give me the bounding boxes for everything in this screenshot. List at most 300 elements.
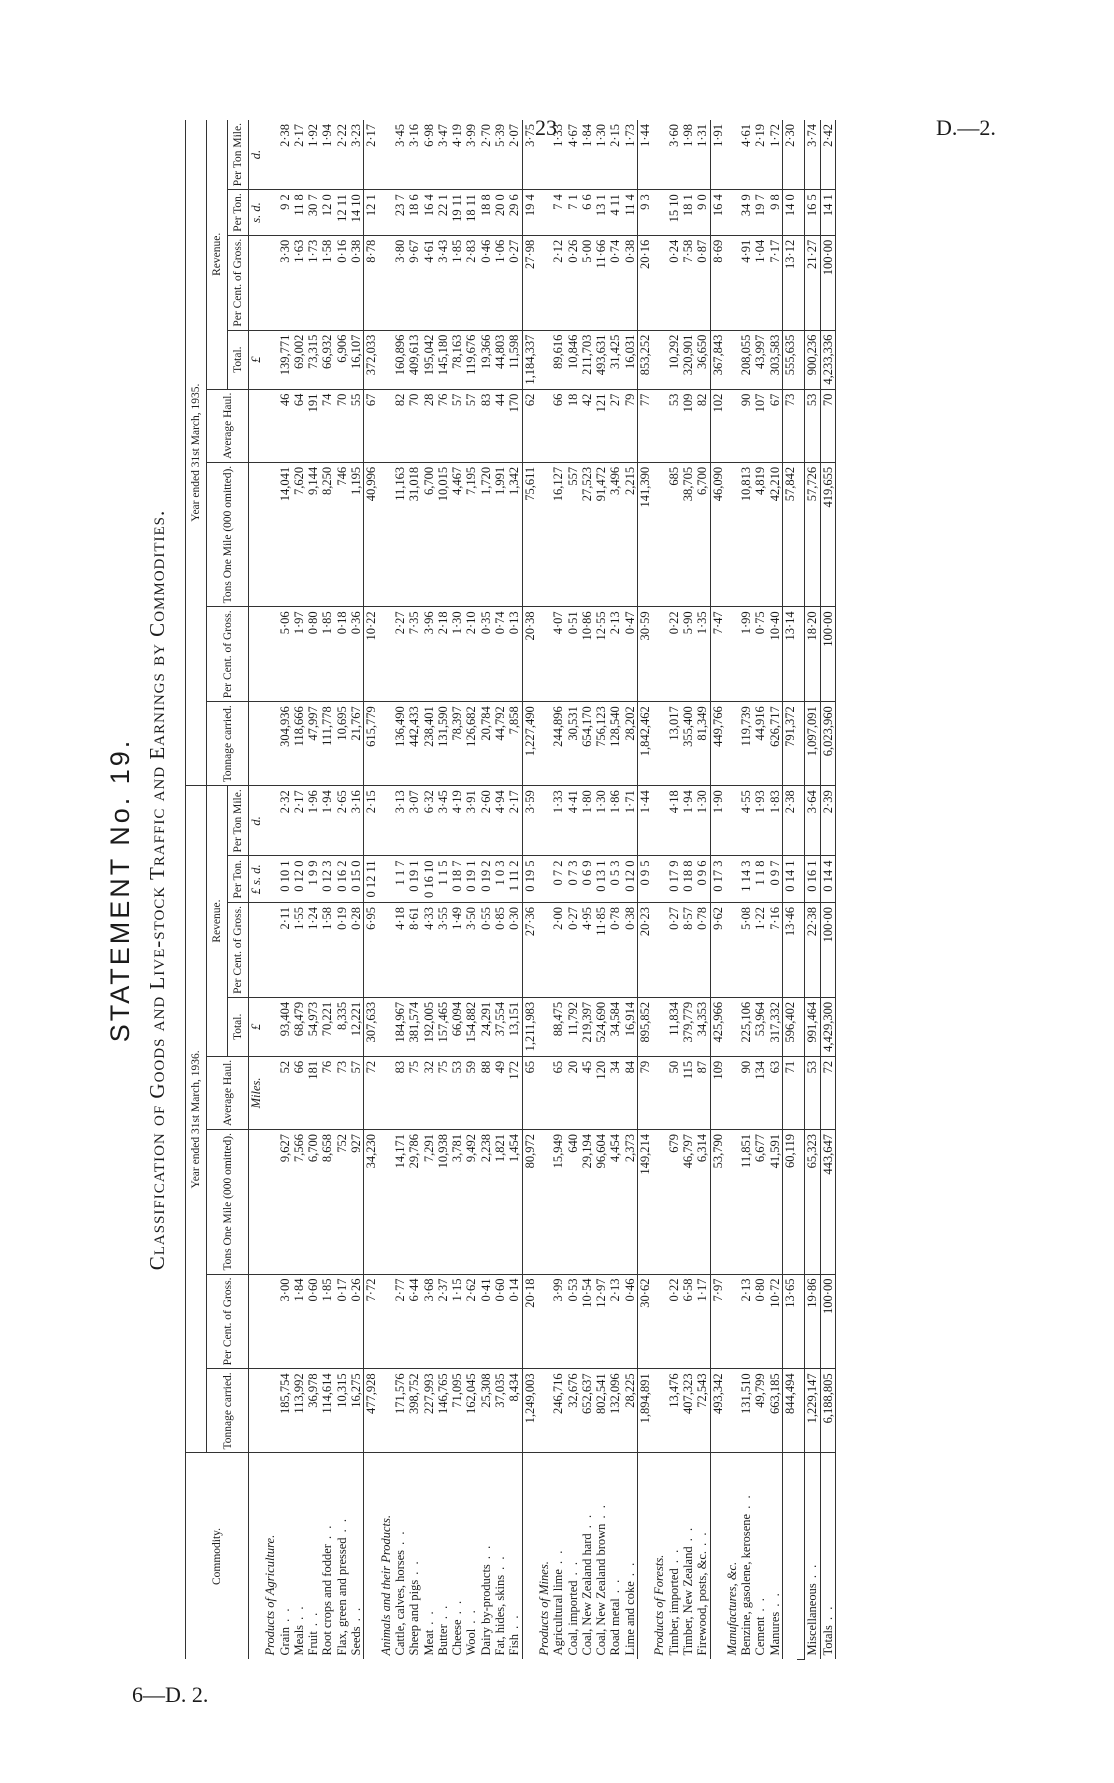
empty-cell bbox=[537, 1130, 551, 1275]
value-cell: 4·19 bbox=[450, 120, 464, 190]
commodity-name bbox=[551, 1453, 565, 1660]
value-cell: 3·75 bbox=[522, 120, 537, 190]
value-cell: 0·51 bbox=[566, 607, 580, 702]
value-cell: 0·13 bbox=[507, 607, 522, 702]
value-cell: 29 6 bbox=[507, 190, 522, 236]
value-cell: 10·54 bbox=[580, 1274, 594, 1369]
commodity-name bbox=[407, 1453, 421, 1660]
value-cell: 2·38 bbox=[278, 120, 292, 190]
leader-dots: . . bbox=[478, 1543, 493, 1565]
units-cell: £ s. d. bbox=[249, 856, 264, 903]
value-cell: 0 9 5 bbox=[638, 856, 653, 903]
value-cell: 131,590 bbox=[436, 702, 450, 786]
commodity-name bbox=[768, 1453, 783, 1660]
value-cell: 0·78 bbox=[695, 903, 710, 998]
value-cell: 0·74 bbox=[493, 607, 507, 702]
header-avg-haul: Average Haul. bbox=[207, 1056, 249, 1129]
commodity-label: Grain bbox=[277, 1627, 292, 1656]
value-cell: 0 18 7 bbox=[450, 856, 464, 903]
value-cell: 79 bbox=[638, 1056, 653, 1129]
table-row bbox=[349, 120, 364, 1660]
value-cell: 87 bbox=[695, 1056, 710, 1129]
value-cell: 0 5 3 bbox=[608, 856, 622, 903]
value-cell: 1·94 bbox=[320, 120, 334, 190]
value-cell: 927 bbox=[349, 1130, 364, 1275]
value-cell: 34,584 bbox=[608, 997, 622, 1056]
value-cell: 2·62 bbox=[464, 1274, 478, 1369]
empty-cell bbox=[263, 389, 277, 462]
value-cell: 2·60 bbox=[479, 786, 493, 856]
value-cell: 50 bbox=[667, 1056, 681, 1129]
value-cell: 30·62 bbox=[638, 1274, 653, 1369]
value-cell: 1,195 bbox=[349, 462, 364, 607]
header-revenue: Revenue. bbox=[207, 120, 228, 389]
value-cell: 109 bbox=[681, 389, 695, 462]
empty-cell bbox=[652, 462, 666, 607]
value-cell: 4·61 bbox=[739, 120, 753, 190]
commodity-name bbox=[594, 1453, 608, 1660]
value-cell: 6,906 bbox=[335, 330, 349, 389]
commodity-name bbox=[638, 1453, 653, 1660]
table-row bbox=[566, 120, 580, 1660]
value-cell: 2·32 bbox=[278, 786, 292, 856]
empty-cell bbox=[263, 1274, 277, 1369]
value-cell: 654,170 bbox=[580, 702, 594, 786]
table-row bbox=[278, 120, 292, 1660]
value-cell: 802,541 bbox=[594, 1369, 608, 1453]
table-row bbox=[479, 120, 493, 1660]
value-cell: 11 8 bbox=[292, 190, 306, 236]
value-cell: 13,476 bbox=[667, 1369, 681, 1453]
value-cell: 128,540 bbox=[608, 702, 622, 786]
table-row bbox=[393, 120, 407, 1660]
value-cell: 18 bbox=[566, 389, 580, 462]
commodity-label: Lime and coke bbox=[622, 1581, 637, 1656]
value-cell: 1·91 bbox=[710, 120, 725, 190]
value-cell: 27·98 bbox=[522, 235, 537, 330]
value-cell: 0·80 bbox=[306, 607, 320, 702]
value-cell: 5·90 bbox=[681, 607, 695, 702]
value-cell: 22·38 bbox=[805, 903, 820, 998]
leader-dots: . . bbox=[392, 1529, 407, 1550]
commodity-name bbox=[450, 1453, 464, 1660]
value-cell: 84 bbox=[623, 1056, 638, 1129]
value-cell: 88,475 bbox=[551, 997, 565, 1056]
value-cell: 7,291 bbox=[422, 1130, 436, 1275]
commodity-name bbox=[753, 1453, 767, 1660]
value-cell: 317,332 bbox=[768, 997, 783, 1056]
value-cell: 70 bbox=[407, 389, 421, 462]
value-cell: 2·12 bbox=[551, 235, 565, 330]
value-cell: 0·19 bbox=[335, 903, 349, 998]
leader-dots: . . bbox=[666, 1547, 681, 1569]
value-cell: 2·39 bbox=[820, 786, 835, 856]
value-cell: 3·99 bbox=[551, 1274, 565, 1369]
commodity-name bbox=[393, 1453, 407, 1660]
subtotal-row bbox=[638, 120, 653, 1660]
empty-cell bbox=[725, 607, 739, 702]
value-cell: 30·59 bbox=[638, 607, 653, 702]
value-cell: 19,366 bbox=[479, 330, 493, 389]
value-cell: 9,144 bbox=[306, 462, 320, 607]
header-tons-mile: Tons One Mile (000 omitted). bbox=[207, 1130, 249, 1275]
empty-cell bbox=[725, 786, 739, 856]
value-cell: 381,574 bbox=[407, 997, 421, 1056]
value-cell: 225,106 bbox=[739, 997, 753, 1056]
value-cell: 1·44 bbox=[638, 120, 653, 190]
value-cell: 1 0 3 bbox=[493, 856, 507, 903]
value-cell: 57 bbox=[349, 1056, 364, 1129]
value-cell: 53,790 bbox=[710, 1130, 725, 1275]
empty-cell bbox=[263, 1130, 277, 1275]
commodity-name bbox=[422, 1453, 436, 1660]
value-cell: 0 6 9 bbox=[580, 856, 594, 903]
value-cell: 0·80 bbox=[753, 1274, 767, 1369]
value-cell: 3·07 bbox=[407, 786, 421, 856]
value-cell: 1·93 bbox=[753, 786, 767, 856]
value-cell: 21,767 bbox=[349, 702, 364, 786]
value-cell: 46,797 bbox=[681, 1130, 695, 1275]
value-cell: 0 19 1 bbox=[407, 856, 421, 903]
value-cell: 663,185 bbox=[768, 1369, 783, 1453]
empty-cell bbox=[725, 235, 739, 330]
value-cell: 0·14 bbox=[507, 1274, 522, 1369]
value-cell: 756,123 bbox=[594, 702, 608, 786]
value-cell: 1·98 bbox=[681, 120, 695, 190]
value-cell: 2·17 bbox=[292, 786, 306, 856]
value-cell: 1 9 9 bbox=[306, 856, 320, 903]
value-cell: 10·22 bbox=[364, 607, 379, 702]
value-cell: 15 10 bbox=[667, 190, 681, 236]
value-cell: 3·80 bbox=[393, 235, 407, 330]
value-cell: 3·74 bbox=[805, 120, 820, 190]
header-rev-pct: Per Cent. of Gross. bbox=[228, 235, 249, 330]
empty-cell bbox=[725, 1274, 739, 1369]
table-row bbox=[580, 120, 594, 1660]
value-cell: 4·41 bbox=[566, 786, 580, 856]
value-cell: 1·15 bbox=[450, 1274, 464, 1369]
empty-cell bbox=[537, 702, 551, 786]
value-cell: 7·97 bbox=[710, 1274, 725, 1369]
value-cell: 3·47 bbox=[436, 120, 450, 190]
value-cell: 2·19 bbox=[753, 120, 767, 190]
value-cell: 0·78 bbox=[608, 903, 622, 998]
value-cell: 83 bbox=[479, 389, 493, 462]
value-cell: 10,315 bbox=[335, 1369, 349, 1453]
empty-cell bbox=[537, 330, 551, 389]
value-cell: 0 19 2 bbox=[479, 856, 493, 903]
value-cell: 71 bbox=[782, 1056, 797, 1129]
value-cell: 16,107 bbox=[349, 330, 364, 389]
value-cell: 18 11 bbox=[464, 190, 478, 236]
value-cell: 4,819 bbox=[753, 462, 767, 607]
table-row bbox=[306, 120, 320, 1660]
value-cell: 0 17 3 bbox=[710, 856, 725, 903]
empty-cell bbox=[537, 1369, 551, 1453]
commodity-name bbox=[292, 1453, 306, 1660]
value-cell: 3·50 bbox=[464, 903, 478, 998]
value-cell: 1,211,983 bbox=[522, 997, 537, 1056]
value-cell: 1,184,337 bbox=[522, 330, 537, 389]
value-cell: 1·33 bbox=[551, 120, 565, 190]
value-cell: 46 bbox=[278, 389, 292, 462]
value-cell: 2·13 bbox=[608, 607, 622, 702]
value-cell: 181 bbox=[306, 1056, 320, 1129]
value-cell: 4·94 bbox=[493, 786, 507, 856]
value-cell: 0·38 bbox=[623, 903, 638, 998]
value-cell: 75,611 bbox=[522, 462, 537, 607]
value-cell: 53,964 bbox=[753, 997, 767, 1056]
value-cell: 43,997 bbox=[753, 330, 767, 389]
leader-dots: . . bbox=[753, 1596, 768, 1617]
leader-dots: . . bbox=[407, 1559, 422, 1580]
value-cell: 1·73 bbox=[306, 235, 320, 330]
table-row bbox=[292, 120, 306, 1660]
value-cell: 141,390 bbox=[638, 462, 653, 607]
units-cell bbox=[249, 389, 264, 462]
value-cell: 13,151 bbox=[507, 997, 522, 1056]
value-cell: 20·23 bbox=[638, 903, 653, 998]
value-cell: 2·18 bbox=[436, 607, 450, 702]
value-cell: 0·28 bbox=[349, 903, 364, 998]
empty-cell bbox=[379, 462, 393, 607]
value-cell: 72,543 bbox=[695, 1369, 710, 1453]
value-cell: 2,238 bbox=[479, 1130, 493, 1275]
value-cell: 29,786 bbox=[407, 1130, 421, 1275]
empty-cell bbox=[797, 997, 805, 1056]
value-cell: 8·61 bbox=[407, 903, 421, 998]
header-tons-mile: Tons One Mile (000 omitted). bbox=[207, 462, 249, 607]
commodity-name bbox=[349, 1453, 364, 1660]
empty-cell bbox=[379, 607, 393, 702]
value-cell: 67 bbox=[768, 389, 783, 462]
value-cell: 16,914 bbox=[623, 997, 638, 1056]
units-cell: £ bbox=[249, 330, 264, 389]
value-cell: 49 bbox=[493, 1056, 507, 1129]
value-cell: 0·46 bbox=[479, 235, 493, 330]
value-cell: 146,765 bbox=[436, 1369, 450, 1453]
value-cell: 10·86 bbox=[580, 607, 594, 702]
value-cell: 0·26 bbox=[349, 1274, 364, 1369]
commodity-label: Root crops and fodder bbox=[320, 1544, 335, 1656]
value-cell: 844,494 bbox=[782, 1369, 797, 1453]
value-cell: 9 2 bbox=[278, 190, 292, 236]
value-cell: 100·00 bbox=[820, 903, 835, 998]
value-cell: 32 bbox=[422, 1056, 436, 1129]
empty-cell bbox=[379, 1056, 393, 1129]
leader-dots: . . bbox=[622, 1560, 637, 1582]
header-per-ton-mile: Per Ton Mile. bbox=[228, 786, 249, 856]
value-cell: 1·30 bbox=[695, 786, 710, 856]
empty-cell bbox=[797, 903, 805, 998]
value-cell: 211,703 bbox=[580, 330, 594, 389]
value-cell: 477,928 bbox=[364, 1369, 379, 1453]
value-cell: 1·92 bbox=[306, 120, 320, 190]
header-rev-pct: Per Cent. of Gross. bbox=[228, 903, 249, 998]
value-cell: 69,002 bbox=[292, 330, 306, 389]
value-cell: 14,041 bbox=[278, 462, 292, 607]
value-cell: 2·38 bbox=[782, 786, 797, 856]
empty-cell bbox=[263, 786, 277, 856]
value-cell: 1,720 bbox=[479, 462, 493, 607]
value-cell: 9 3 bbox=[638, 190, 653, 236]
value-cell: 10,695 bbox=[335, 702, 349, 786]
value-cell: 36,650 bbox=[695, 330, 710, 389]
value-cell: 0 13 1 bbox=[594, 856, 608, 903]
commodity-name bbox=[507, 1453, 522, 1660]
value-cell: 90 bbox=[739, 1056, 753, 1129]
value-cell: 1·94 bbox=[320, 786, 334, 856]
value-cell: 1·63 bbox=[292, 235, 306, 330]
value-cell: 493,631 bbox=[594, 330, 608, 389]
value-cell: 11·66 bbox=[594, 235, 608, 330]
value-cell: 7 4 bbox=[551, 190, 565, 236]
empty-cell bbox=[652, 1130, 666, 1275]
value-cell: 443,647 bbox=[820, 1130, 835, 1275]
value-cell: 5·08 bbox=[739, 903, 753, 998]
value-cell: 1·31 bbox=[695, 120, 710, 190]
value-cell: 9·62 bbox=[710, 903, 725, 998]
value-cell: 0 14 4 bbox=[820, 856, 835, 903]
units-cell bbox=[249, 462, 264, 607]
value-cell: 0 7 2 bbox=[551, 856, 565, 903]
value-cell: 0·41 bbox=[479, 1274, 493, 1369]
value-cell: 19 7 bbox=[753, 190, 767, 236]
value-cell: 7·47 bbox=[710, 607, 725, 702]
commodity-label: Timber, New Zealand bbox=[680, 1546, 695, 1656]
value-cell: 2,215 bbox=[623, 462, 638, 607]
value-cell: 895,852 bbox=[638, 997, 653, 1056]
value-cell: 80,972 bbox=[522, 1130, 537, 1275]
commodity-label: Wool bbox=[464, 1628, 479, 1656]
value-cell: 82 bbox=[393, 389, 407, 462]
value-cell: 0 16 1 bbox=[805, 856, 820, 903]
value-cell: 5·00 bbox=[580, 235, 594, 330]
value-cell: 1·80 bbox=[580, 786, 594, 856]
value-cell: 640 bbox=[566, 1130, 580, 1275]
value-cell: 3,496 bbox=[608, 462, 622, 607]
commodity-name bbox=[493, 1453, 507, 1660]
commodity-label: Totals bbox=[820, 1625, 835, 1656]
table-row bbox=[464, 120, 478, 1660]
value-cell: 238,401 bbox=[422, 702, 436, 786]
value-cell: 160,896 bbox=[393, 330, 407, 389]
value-cell: 3·59 bbox=[522, 786, 537, 856]
commodity-label: Coal, New Zealand brown bbox=[594, 1523, 609, 1656]
leader-dots: . . bbox=[608, 1577, 623, 1599]
value-cell: 20·18 bbox=[522, 1274, 537, 1369]
empty-cell bbox=[725, 903, 739, 998]
leader-dots: . . bbox=[421, 1609, 436, 1630]
empty-cell bbox=[797, 235, 805, 330]
value-cell: 0·55 bbox=[479, 903, 493, 998]
table-row bbox=[681, 120, 695, 1660]
empty-cell bbox=[797, 190, 805, 236]
value-cell: 18 6 bbox=[407, 190, 421, 236]
value-cell: 0 9 7 bbox=[768, 856, 783, 903]
value-cell: 9·67 bbox=[407, 235, 421, 330]
value-cell: 304,936 bbox=[278, 702, 292, 786]
empty-cell bbox=[263, 120, 277, 190]
value-cell: 6,023,960 bbox=[820, 702, 835, 786]
commodity-name bbox=[522, 1453, 537, 1660]
empty-cell bbox=[652, 856, 666, 903]
value-cell: 1·84 bbox=[580, 120, 594, 190]
header-pct-gross: Per Cent. of Gross. bbox=[207, 607, 249, 702]
value-cell: 18 8 bbox=[479, 190, 493, 236]
value-cell: 1·04 bbox=[753, 235, 767, 330]
value-cell: 63 bbox=[768, 1056, 783, 1129]
commodity-name bbox=[623, 1453, 638, 1660]
header-avg-haul: Average Haul. bbox=[207, 389, 249, 462]
commodity-name bbox=[436, 1453, 450, 1660]
footer-reference: 6—D. 2. bbox=[132, 1682, 209, 1707]
value-cell: 0 7 3 bbox=[566, 856, 580, 903]
value-cell: 0 19 1 bbox=[464, 856, 478, 903]
empty-cell bbox=[652, 389, 666, 462]
value-cell: 102 bbox=[710, 389, 725, 462]
leader-dots: . . bbox=[349, 1605, 364, 1627]
table-row bbox=[436, 120, 450, 1660]
commodity-name bbox=[681, 1453, 695, 1660]
empty-cell bbox=[652, 190, 666, 236]
value-cell: 120 bbox=[594, 1056, 608, 1129]
leader-dots: . . bbox=[493, 1554, 508, 1575]
empty-cell bbox=[652, 1274, 666, 1369]
value-cell: 114,614 bbox=[320, 1369, 334, 1453]
value-cell: 55 bbox=[349, 389, 364, 462]
value-cell: 170 bbox=[507, 389, 522, 462]
empty-cell bbox=[652, 997, 666, 1056]
value-cell: 14 10 bbox=[349, 190, 364, 236]
value-cell: 88 bbox=[479, 1056, 493, 1129]
leader-dots: . . bbox=[464, 1608, 479, 1629]
value-cell: 0 16 10 bbox=[422, 856, 436, 903]
value-cell: 70,221 bbox=[320, 997, 334, 1056]
value-cell: 10,846 bbox=[566, 330, 580, 389]
value-cell: 14 0 bbox=[782, 190, 797, 236]
empty-cell bbox=[537, 462, 551, 607]
value-cell: 65 bbox=[522, 1056, 537, 1129]
empty-cell bbox=[652, 1056, 666, 1129]
value-cell: 3·30 bbox=[278, 235, 292, 330]
value-cell: 1·85 bbox=[320, 607, 334, 702]
table-row bbox=[695, 120, 710, 1660]
value-cell: 0·38 bbox=[349, 235, 364, 330]
value-cell: 37,035 bbox=[493, 1369, 507, 1453]
value-cell: 1·55 bbox=[292, 903, 306, 998]
commodity-label: Cattle, calves, horses bbox=[392, 1549, 407, 1656]
value-cell: 73 bbox=[782, 389, 797, 462]
leader-dots: . . bbox=[805, 1562, 820, 1584]
value-cell: 185,754 bbox=[278, 1369, 292, 1453]
value-cell: 0·46 bbox=[623, 1274, 638, 1369]
value-cell: 18 1 bbox=[681, 190, 695, 236]
empty-cell bbox=[263, 1369, 277, 1453]
value-cell: 7 1 bbox=[566, 190, 580, 236]
rotated-statement bbox=[100, 120, 1000, 1660]
value-cell: 77 bbox=[638, 389, 653, 462]
value-cell: 54,973 bbox=[306, 997, 320, 1056]
value-cell: 0 12 11 bbox=[364, 856, 379, 903]
value-cell: 79 bbox=[623, 389, 638, 462]
value-cell: 0·26 bbox=[566, 235, 580, 330]
value-cell: 6,700 bbox=[306, 1130, 320, 1275]
value-cell: 1·71 bbox=[623, 786, 638, 856]
value-cell: 78,163 bbox=[450, 330, 464, 389]
empty-cell bbox=[537, 190, 551, 236]
value-cell: 10,015 bbox=[436, 462, 450, 607]
